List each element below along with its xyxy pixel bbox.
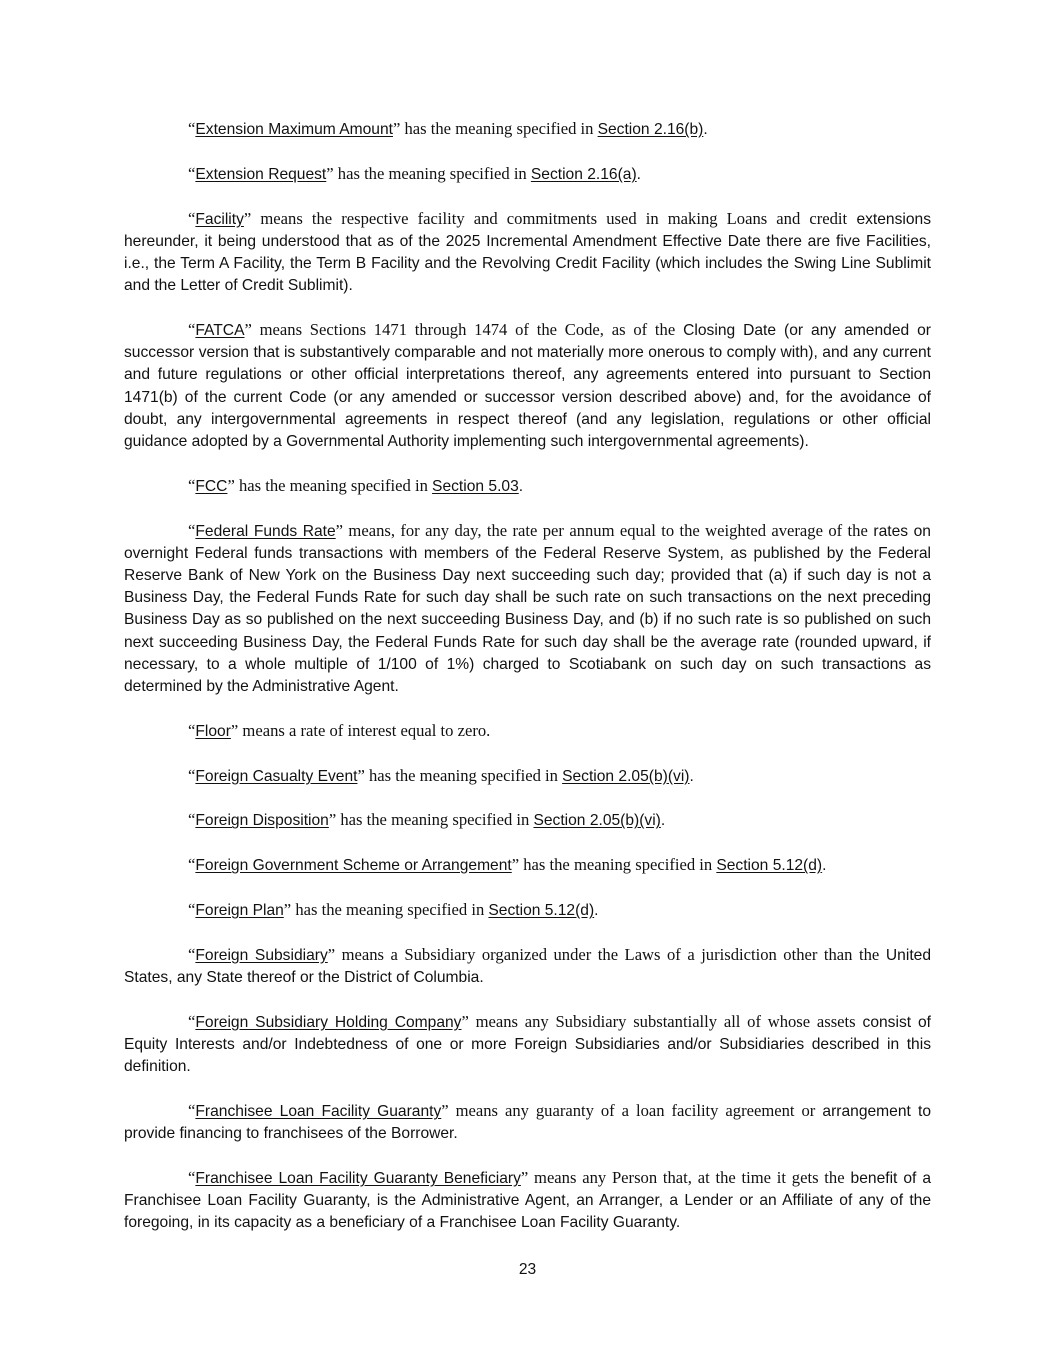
definition-tail: . xyxy=(689,767,694,785)
definition-tail: arrangement to provide financing to franchisees of the Borrower. xyxy=(124,1103,931,1143)
section-reference: Section 2.05(b)(vi) xyxy=(562,767,690,785)
open-quote: “ xyxy=(188,720,196,740)
definition-tail: . xyxy=(594,902,599,920)
defined-term: FCC xyxy=(195,477,228,495)
definition-text: means a rate of interest equal to zero. xyxy=(238,720,491,740)
section-reference: Section 2.05(b)(vi) xyxy=(533,812,661,830)
open-quote: “ xyxy=(188,1101,196,1121)
defined-term: Foreign Subsidiary Holding Company xyxy=(195,1013,462,1031)
definition-tail: . xyxy=(822,857,827,875)
definition-text: has the meaning specified in xyxy=(336,810,534,830)
defined-term: Extension Maximum Amount xyxy=(195,121,393,138)
defined-term: Foreign Government Scheme or Arrangement xyxy=(195,857,512,875)
open-quote: “ xyxy=(188,765,196,785)
defined-term: Floor xyxy=(195,722,231,740)
definition-tail: . xyxy=(660,812,666,830)
definition-tail: . xyxy=(518,477,524,495)
definition-paragraph xyxy=(124,1167,931,1235)
definition-text: means Sections 1471 through 1474 of the Code, as of the xyxy=(251,320,676,339)
open-quote: “ xyxy=(188,810,196,830)
definition-paragraph xyxy=(124,520,931,699)
close-quote: ” xyxy=(357,765,365,785)
definition-text: has the meaning specified in xyxy=(234,475,433,495)
definition-text: means any Person that, at the time it gets the xyxy=(528,1168,845,1188)
definition-paragraph xyxy=(124,208,931,298)
definition-text: means any Subsidiary substantially all of whose assets xyxy=(468,1011,856,1031)
defined-term: Foreign Disposition xyxy=(195,812,329,830)
open-quote: “ xyxy=(188,320,196,339)
open-quote: “ xyxy=(188,944,196,964)
definition-paragraph xyxy=(124,899,931,922)
close-quote: ” xyxy=(230,720,239,740)
definition-text: has the meaning specified in xyxy=(333,163,531,183)
open-quote: “ xyxy=(188,1011,196,1031)
definition-paragraph xyxy=(124,163,931,186)
definition-text: means the respective facility and commitments used in making Loans and credit xyxy=(251,208,848,228)
definition-tail: rates on overnight Federal funds transactions with members of the Federal Reserve System, as published by the Federal Reserve Bank of New York on the Business Day next succeeding such day; provided that (a) if such day is not a Business Day, the Federal Funds Rate for such day shall be such rate on such transactions on the next preceding Business Day as so published on the next succeeding Business Day, and (b) if no such rate is so published on such next succeeding Business Day, the Federal Funds Rate for such day shall be the average rate (rounded upward, if necessary, to a whole multiple of 1/100 of 1%) charged to Scotiabank on such day on such transactions as determined by the Administrative Agent. xyxy=(124,522,931,696)
open-quote: “ xyxy=(188,520,196,540)
close-quote: ” xyxy=(461,1011,469,1031)
close-quote: ” xyxy=(326,163,334,183)
defined-term: Franchisee Loan Facility Guaranty Beneficiary xyxy=(195,1170,521,1188)
definition-paragraph xyxy=(124,944,931,989)
open-quote: “ xyxy=(188,855,196,875)
open-quote: “ xyxy=(188,163,196,183)
definition-paragraph xyxy=(124,118,931,141)
definition-paragraph xyxy=(124,1011,931,1079)
definition-text: has the meaning specified in xyxy=(364,765,563,785)
defined-term: Foreign Casualty Event xyxy=(195,767,358,785)
defined-term: Foreign Plan xyxy=(195,902,284,920)
defined-term: Foreign Subsidiary xyxy=(195,946,328,964)
definition-text: has the meaning specified in xyxy=(519,855,717,875)
definition-tail: extensions hereunder, it being understood that as of the 2025 Incremental Amendment Effective Date there are five Facilities, i.e., the Term A Facility, the Term B Facility and the Revolving Credit Facility (which includes the Swing Line Sublimit and the Letter of Credit Sublimit). xyxy=(124,210,931,295)
definition-paragraph xyxy=(124,720,931,743)
section-reference: Section 2.16(a) xyxy=(530,165,637,183)
defined-term: Extension Request xyxy=(195,165,327,183)
definition-tail: Closing Date (or any amended or successor version that is substantively comparable and not materially more onerous to comply with), and any current and future regulations or other official interpretations thereof, any agreements entered into pursuant to Section 1471(b) of the current Code (or any amended or successor version described above) and, for the avoidance of doubt, any intergovernmental agreements in respect thereof (and any legislation, regulations or other official guidance adopted by a Governmental Authority implementing such intergovernmental agreements). xyxy=(124,322,931,451)
definition-paragraph xyxy=(124,765,931,788)
definition-paragraph xyxy=(124,475,931,498)
open-quote: “ xyxy=(188,208,196,228)
definition-paragraph xyxy=(124,1100,931,1145)
close-quote: ” xyxy=(243,208,252,228)
section-reference: Section 5.03 xyxy=(432,477,519,495)
definition-paragraph xyxy=(124,319,931,453)
section-reference: Section 5.12(d) xyxy=(716,857,823,875)
definition-text: means, for any day, the rate per annum equal to the weighted average of the xyxy=(343,520,868,540)
close-quote: ” xyxy=(520,1168,529,1188)
close-quote: ” xyxy=(227,475,235,495)
close-quote: ” xyxy=(335,520,344,540)
defined-term: FATCA xyxy=(195,322,245,339)
close-quote: ” xyxy=(327,944,336,964)
defined-term: Franchisee Loan Facility Guaranty xyxy=(195,1103,442,1121)
definition-tail: benefit of a Franchisee Loan Facility Guaranty, is the Administrative Agent, an Arranger, a Lender or an Affiliate of any of the foregoing, in its capacity as a beneficiary of a Franchisee Loan Facility Guaranty. xyxy=(124,1170,931,1232)
close-quote: ” xyxy=(328,810,337,830)
close-quote: ” xyxy=(392,119,401,138)
definition-paragraph xyxy=(124,854,931,877)
definition-tail: consist of Equity Interests and/or Indebtedness of one or more Foreign Subsidiaries and/or Subsidiaries described in this definition. xyxy=(124,1013,932,1076)
page-number: 23 xyxy=(518,1261,537,1278)
definition-tail: United States, any State thereof or the District of Columbia. xyxy=(124,946,931,987)
close-quote: ” xyxy=(283,900,292,920)
document-page xyxy=(124,118,931,1256)
definition-paragraph xyxy=(124,809,931,832)
open-quote: “ xyxy=(188,119,196,138)
definition-text: has the meaning specified in xyxy=(400,119,598,138)
definition-tail: . xyxy=(636,165,641,183)
open-quote: “ xyxy=(188,1168,196,1188)
definition-text: means a Subsidiary organized under the Laws of a jurisdiction other than the xyxy=(335,944,880,964)
section-reference: Section 2.16(b) xyxy=(597,121,704,138)
close-quote: ” xyxy=(511,855,520,875)
definition-text: has the meaning specified in xyxy=(291,900,489,920)
definition-text: means any guaranty of a loan facility agreement or xyxy=(448,1101,816,1121)
defined-term: Federal Funds Rate xyxy=(195,522,336,540)
definition-tail: . xyxy=(703,121,708,138)
close-quote: ” xyxy=(441,1101,449,1121)
defined-term: Facility xyxy=(195,210,244,228)
close-quote: ” xyxy=(244,320,252,339)
open-quote: “ xyxy=(188,475,196,495)
open-quote: “ xyxy=(188,900,196,920)
section-reference: Section 5.12(d) xyxy=(488,902,595,920)
